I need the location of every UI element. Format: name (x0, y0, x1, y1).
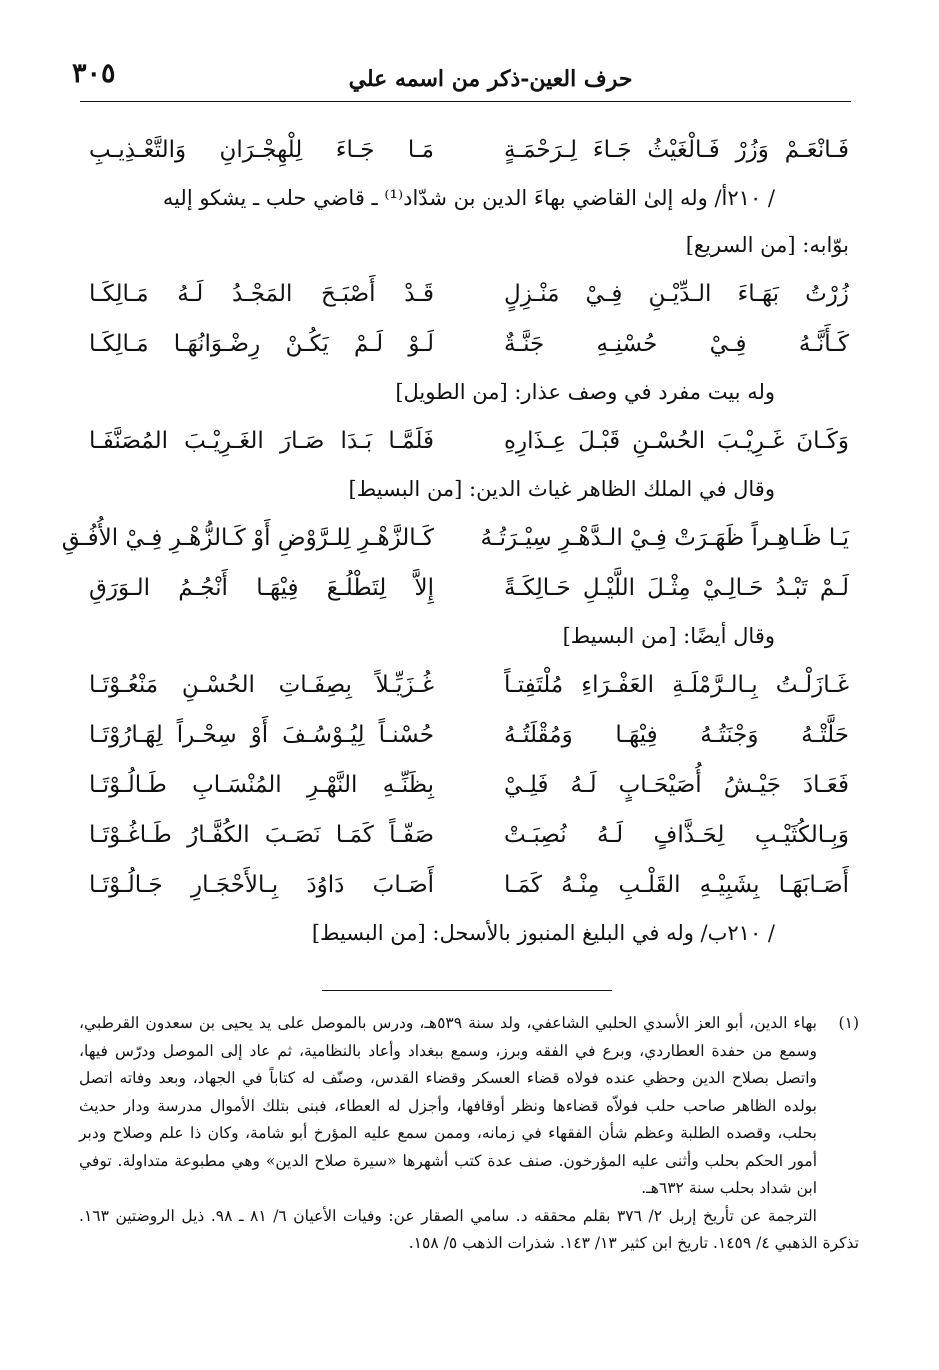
prose-line: وقال في الملك الظاهر غياث الدين: [من البسيط] (348, 477, 775, 501)
verse-first-hemistich: يَـا ظَـاهِـراً ظَهَـرَتْ فِـيْ الـدَّهْـرِ سِيْـرَتُـهُ (480, 525, 849, 551)
running-title: حرف العين-ذكر من اسمه علي (348, 66, 633, 92)
verse-line (61, 513, 849, 563)
page-header (72, 52, 849, 102)
verse-second-hemistich: بِظَنِّـهِ النَّهْـرِ المُنْسَـابِ طَـالُـوْتَـا (89, 772, 434, 798)
verse-second-hemistich: لَـوْ لَـمْ يَكُـنْ رِضْـوَانُهَـا مَـالِكَـا (89, 331, 434, 357)
verse-second-hemistich: قَـدْ أَصْبَـحَ المَجْـدُ لَـهُ مَـالِكَـا (89, 281, 434, 307)
footnote-text: بهاء الدين، أبو العز الأسدي الحلبي الشاعفي، ولد سنة ٥٣٩هـ، ودرس بالموصل على يد يحيى بن سعدون القرطبي، وسمع من حفدة العطاردي، وبرع في الفقه وبرز، وسمع ببغداد وأعاد بالنظامية، ثم عاد إلى الموصل ودرّس فيها، واتصل بصلاح الدين وحظي عنده فولاه قضاء العسكر وقضاء القدس، وصنّف له كتاباً في الجهاد، وبعد وفاته اتصل بولده الظاهر صاحب حلب فولاّه قضاءها ونظر أوقافها، وأجزل له العطاء، فبنى بتلك الأموال مدرسة ودار حديث بحلب، وقصده الطلبة وعظم شأن الفقهاء في زمانه، وممن سمع عليه المؤرخ أبو شامة، وكان ذا علم وصلاح ودبر أمور الحكم بحلب وأثنى عليه المؤرخون. صنف عدة كتب أشهرها «سيرة صلاح الدين» وهي مطبوعة متداولة. توفي ابن شداد بحلب سنة ٦٣٢هـ. (79, 1014, 817, 1197)
verse-line (89, 125, 849, 175)
page-number: ٣٠٥ (72, 58, 116, 89)
header-rule (80, 101, 851, 102)
footnote-entry (79, 1010, 859, 1203)
verse-first-hemistich: فَـانْعَـمْ وَزُرْ فَـالْغَيْثُ جَـاءَ لِـرَحْمَـةٍ (504, 137, 849, 163)
verse-first-hemistich: حَلَّتْـهُ وَجْنَتُـهُ فِيْهَـا وَمُقْلَتُـهُ (504, 722, 849, 748)
verse-line (89, 760, 849, 810)
verse-first-hemistich: غَـازَلْـتُ بِـالـرَّمْلَـةِ العَفْـرَاءِ مُلْتَفِتـاً (504, 672, 849, 698)
verse-line (89, 660, 849, 710)
verse-second-hemistich: غُـزَيِّـلاً بِصِفَـاتِ الحُسْـنِ مَنْعُـوْتَـا (89, 672, 434, 698)
verse-line (89, 416, 849, 466)
verse-line (89, 319, 849, 369)
verse-first-hemistich: فَعَـادَ جَيْـشُ أُصَيْحَـابٍ لَـهُ فَلِـيْ (504, 772, 849, 798)
prose-line: / ٢١٠ب/ وله في البليغ المنبوز بالأسحل: [من البسيط] (311, 921, 775, 945)
verse-line (89, 860, 849, 910)
verse-second-hemistich: إِلاَّ لِتَطْلُـعَ فِيْهَـا أَنْجُـمُ الـوَرَقِ (89, 575, 434, 601)
footnote-sources: الترجمة عن تأريخ إربل ٢/ ٣٧٦ بقلم محققه د. سامي الصقار عن: وفيات الأعيان ٦/ ٨١ ـ ٩٨. ذيل الروضتين ١٦٣. تذكرة الذهبي ٤/ ١٤٥٩. تاريخ ابن كثير ١٣/ ١٤٣. شذرات الذهب ٥/ ١٥٨. (79, 1206, 859, 1252)
verse-second-hemistich: أَصَـابَ دَاوُدَ بِـالأَحْجَـارِ جَـالُـوْتَـا (89, 872, 434, 898)
verse-first-hemistich: لَـمْ تَبْـدُ حَـالِـيْ مِثْـلَ اللَّيْـلِ حَـالِكَـةً (504, 575, 849, 601)
verse-first-hemistich: وَبِـالكُثَيْـبِ لِحَـذَّافٍ لَـهُ نُصِبَـتْ (504, 822, 849, 848)
prose-line: بوّابه: [من السريع] (685, 233, 849, 257)
prose-line: وقال أيضًا: [من البسيط] (562, 624, 775, 648)
verse-first-hemistich: وَكَـانَ غَـرِيْـبَ الحُسْـنِ قَبْـلَ عِـذَارِهِ (504, 428, 849, 454)
verse-line (89, 710, 849, 760)
verse-first-hemistich: أَصَـابَهَـا بِشَبِيْـهِ القَلْـبِ مِنْـهُ كَمَـا (504, 872, 849, 898)
verse-second-hemistich: مَـا جَـاءَ لِلْهِجْـرَانِ وَالتَّعْـذِيـبِ (89, 137, 434, 163)
footnote-marker: (١) (838, 1014, 859, 1032)
verse-first-hemistich: زُرْتُ بَهَـاءَ الـدِّيْـنِ فِـيْ مَنْـزِلٍ (504, 281, 849, 307)
verse-second-hemistich: حُسْنـاً لِيُـوْسُـفَ أَوْ سِحْـراً لِهَـارُوْتَـا (89, 722, 434, 748)
prose-line: وله بيت مفرد في وصف عذار: [من الطويل] (395, 380, 775, 404)
verse-second-hemistich: فَلَمَّـا بَـدَا صَـارَ الغَـرِيْـبَ المُصَنَّفَـا (89, 428, 434, 454)
footnote-rule (322, 990, 612, 991)
footnotes (79, 1010, 859, 1258)
prose-line: / ٢١٠أ/ وله إلىٰ القاضي بهاءَ الدين بن شدّاد⁽¹⁾ ـ قاضي حلب ـ يشكو إليه (162, 186, 775, 210)
main-text (61, 125, 849, 957)
verse-line (89, 269, 849, 319)
verse-second-hemistich: كَـالزَّهْـرِ لِلـرَّوْضِ أَوْ كَـالزُّهْـرِ فِـيْ الأُفُـقِ (61, 525, 434, 551)
verse-second-hemistich: صَفّـاً كَمَـا نَصَـبَ الكُفَّـارُ طَـاغُـوْتَـا (89, 822, 434, 848)
verse-line (89, 563, 849, 613)
verse-first-hemistich: كَـأَنَّـهُ فِـيْ حُسْنِـهِ جَنَّـةٌ (504, 331, 849, 357)
verse-line (89, 810, 849, 860)
